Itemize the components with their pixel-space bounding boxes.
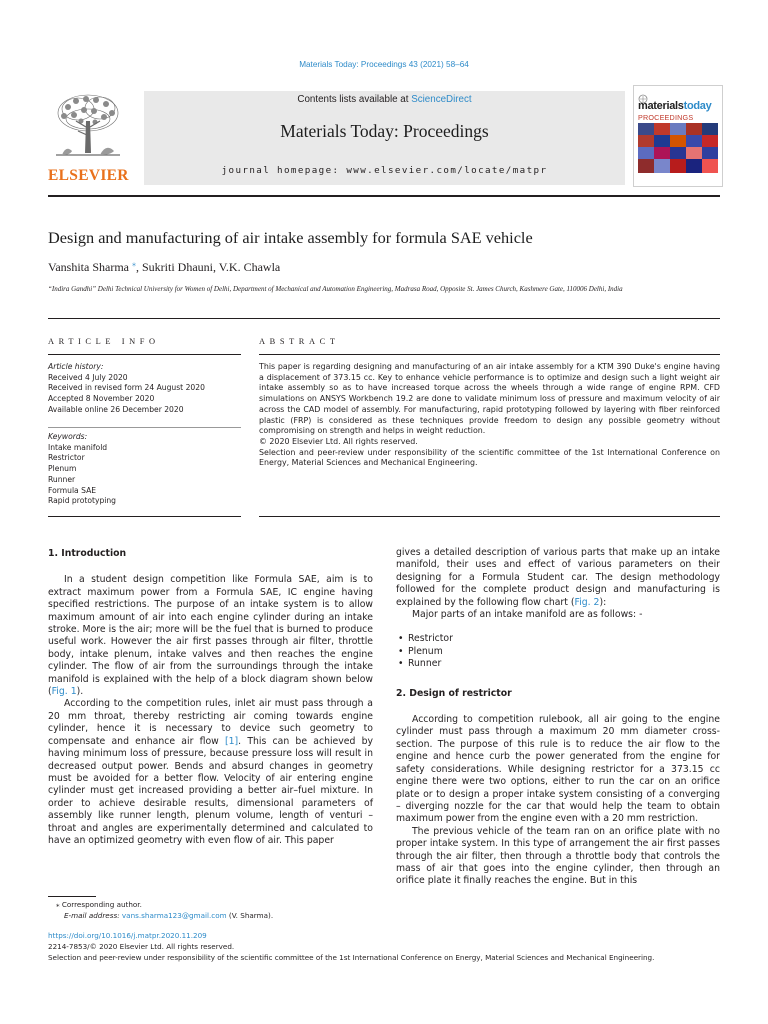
journal-homepage[interactable]: journal homepage: www.elsevier.com/locate/matpr	[221, 165, 548, 176]
right-paragraph-1: gives a detailed description of various parts that make up an intake manifold, their uses and effect of various parameters on their designing for a Formula Student car. The design methodology followed for the complete product design and manufacturing is explained by the following flow chart (Fig. 2):	[396, 547, 720, 608]
article-info-rule	[48, 354, 241, 355]
keyword-item: Plenum	[48, 464, 77, 474]
journal-cover	[633, 85, 723, 187]
footnote	[48, 899, 373, 921]
contents-available-line	[144, 94, 625, 105]
fig2-link[interactable]: Fig. 2	[574, 596, 600, 608]
keywords-block	[48, 432, 241, 507]
abstract-rule	[259, 354, 720, 355]
history-accepted: Accepted 8 November 2020	[48, 394, 155, 404]
article-history	[48, 362, 241, 416]
elsevier-tree-icon	[48, 91, 128, 167]
email-link[interactable]: vans.sharma123@gmail.com	[121, 911, 227, 920]
cover-title: materialstoday	[638, 100, 712, 112]
body-right-column	[396, 547, 720, 888]
restrictor-paragraph-1: According to competition rulebook, all air going to the engine cylinder must pass through a maximum 20 mm diameter cross-section. The purpose of this rule is to reduce the air flow to the engine and hence curb the power generated from the engine for safety considerations. While designing restrictor for a 373.15 cc engine there were two options, either to run the car on an orifice plate or to design a proper intake system consisting of a converging – diverging nozzle for the car that would help the team to obtain maximum power from the engine even with a 20 mm restriction.	[396, 714, 720, 825]
journal-title: Materials Today: Proceedings	[280, 121, 489, 141]
list-item: • Restrictor	[396, 633, 720, 645]
title-rule	[48, 318, 720, 319]
bottom-peer-review: Selection and peer-review under responsibility of the scientific committee of the 1st International Conference on Energy, Material Sciences and Mechanical Engineering.	[48, 953, 655, 962]
keyword-item: Formula SAE	[48, 485, 97, 495]
intake-parts-list	[396, 633, 720, 670]
article-info-bottom-rule	[48, 516, 241, 517]
author-list	[48, 259, 728, 275]
sciencedirect-link[interactable]: ScienceDirect	[411, 94, 472, 105]
keyword-item: Rapid prototyping	[48, 496, 117, 506]
intro-paragraph-2: According to the competition rules, inlet air must pass through a 20 mm throat, thereby restricting air coming towards engine cylinder, hence it is necessary to device such geometry to compensate and enhance air flow [1]. This can be achieved by having minimum loss of pressure, because pressure loss will result in decreased output power. Bends and absurd changes in geometry must be avoided for a better flow. Velocity of air entering engine cylinder must get increased providing a better air–fuel mixture. In order to achieve desirable results, dimensional parameters of assembly like runner length, plenum volume, length of venturi – throat and angles are experimentally determined and calculated to have an optimized geometry with even flow of air. This paper	[48, 698, 373, 846]
footnote-rule	[48, 896, 96, 897]
contents-prefix: Contents lists available at	[297, 94, 412, 105]
author-name: Sukriti Dhauni	[141, 260, 213, 274]
author-name: V.K. Chawla	[218, 260, 281, 274]
right-paragraph-2: Major parts of an intake manifold are as follows: -	[412, 609, 643, 621]
cover-mosaic-image	[638, 123, 718, 173]
keywords-rule	[48, 427, 241, 428]
history-revised: Received in revised form 24 August 2020	[48, 383, 205, 393]
footnote-corresponding: ⁎ Corresponding author.	[56, 900, 142, 909]
restrictor-paragraph-2: The previous vehicle of the team ran on an orifice plate with no proper intake system. In this type of arrangement the air first passes through the air filter, then through a throttle body that controls the mass of air that goes into the engine cylinder, then through an orifice plate it finally reaches the engine. But in this	[396, 825, 720, 887]
list-item: • Plenum	[396, 646, 720, 658]
keyword-item: Runner	[48, 474, 76, 484]
doi-link[interactable]: https://doi.org/10.1016/j.matpr.2020.11.209	[48, 931, 207, 940]
journal-citation[interactable]: Materials Today: Proceedings 43 (2021) 58–64	[299, 60, 469, 69]
author-name: Vanshita Sharma	[48, 260, 129, 274]
article-info-heading: ARTICLE INFO	[48, 337, 160, 346]
history-received: Received 4 July 2020	[48, 372, 128, 382]
history-label: Article history:	[48, 362, 104, 371]
author-separator: ,	[212, 260, 219, 274]
author-separator: ,	[135, 260, 142, 274]
body-left-column	[48, 548, 373, 847]
elsevier-logo	[48, 91, 128, 185]
corresponding-author-mark[interactable]: ⁎	[131, 259, 136, 268]
abstract-heading: ABSTRACT	[259, 337, 340, 346]
intro-paragraph-1: In a student design competition like Formula SAE, aim is to extract maximum power from a Formula SAE, IC engine having specified restrictions. The purpose of an intake system is to allow maximum amount of air into each engine cylinder during an intake stroke. More is the air; more will be the fuel that is burned to produce useful work. However the air first passes through air filter, throttle body, intake plenum, intake valves and then reaches the engine cylinder. The flow of air from the surroundings through the intake manifold is explained with the help of a block diagram shown below (Fig. 1).	[48, 574, 373, 698]
elsevier-wordmark: ELSEVIER	[48, 167, 129, 184]
author-affiliation: “Indira Gandhi” Delhi Technical University for Women of Delhi, Department of Mechanical and Automation Engineering, Madrasa Road, Opposite St. James Church, Kashmere Gate, 110006 Delhi, India	[48, 285, 623, 293]
keyword-item: Intake manifold	[48, 442, 108, 452]
abstract-body	[259, 362, 720, 469]
footnote-email: E-mail address: vans.sharma123@gmail.com (V. Sharma).	[64, 911, 274, 920]
header-rule	[48, 195, 720, 197]
fig1-link[interactable]: Fig. 1	[51, 686, 77, 698]
list-item: • Runner	[396, 658, 720, 670]
article-title: Design and manufacturing of air intake assembly for formula SAE vehicle	[48, 228, 533, 247]
history-online: Available online 26 December 2020	[48, 404, 184, 414]
abstract-copyright: © 2020 Elsevier Ltd. All rights reserved.	[259, 436, 418, 446]
ref1-link[interactable]: [1]	[224, 735, 239, 747]
cover-logo-icon	[638, 89, 648, 99]
bottom-block	[48, 930, 728, 963]
keywords-label: Keywords:	[48, 432, 88, 441]
introduction-heading: 1. Introduction	[48, 548, 127, 559]
restrictor-heading: 2. Design of restrictor	[396, 687, 512, 699]
keyword-item: Restrictor	[48, 453, 85, 463]
abstract-peer-review: Selection and peer-review under responsibility of the scientific committee of the 1st International Conference on Energy, Material Sciences and Mechanical Engineering.	[259, 447, 720, 468]
cover-subtitle: PROCEEDINGS	[638, 113, 694, 122]
issn-copyright: 2214-7853/© 2020 Elsevier Ltd. All rights reserved.	[48, 942, 235, 951]
abstract-bottom-rule	[259, 516, 720, 517]
abstract-text: This paper is regarding designing and manufacturing of an air intake assembly for a KTM 390 Duke's engine having a displacement of 373.15 cc. Key to enhance vehicle performance is to optimize and design such a light weight air intake assembly so as to have increased torque across the wheels through a wide range of engine RPM. CFD simulations on ANSYS Workbench 19.2 are done to validate minimum loss of pressure and maximum velocity of air across the CAD model of assembly. For manufacturing, rapid prototyping followed by layering with fiber reinforced plastic (FRP) is considered as these techniques provide freedom to design any possible geometry without compromising on strength and helps in weight reduction.	[259, 362, 720, 436]
